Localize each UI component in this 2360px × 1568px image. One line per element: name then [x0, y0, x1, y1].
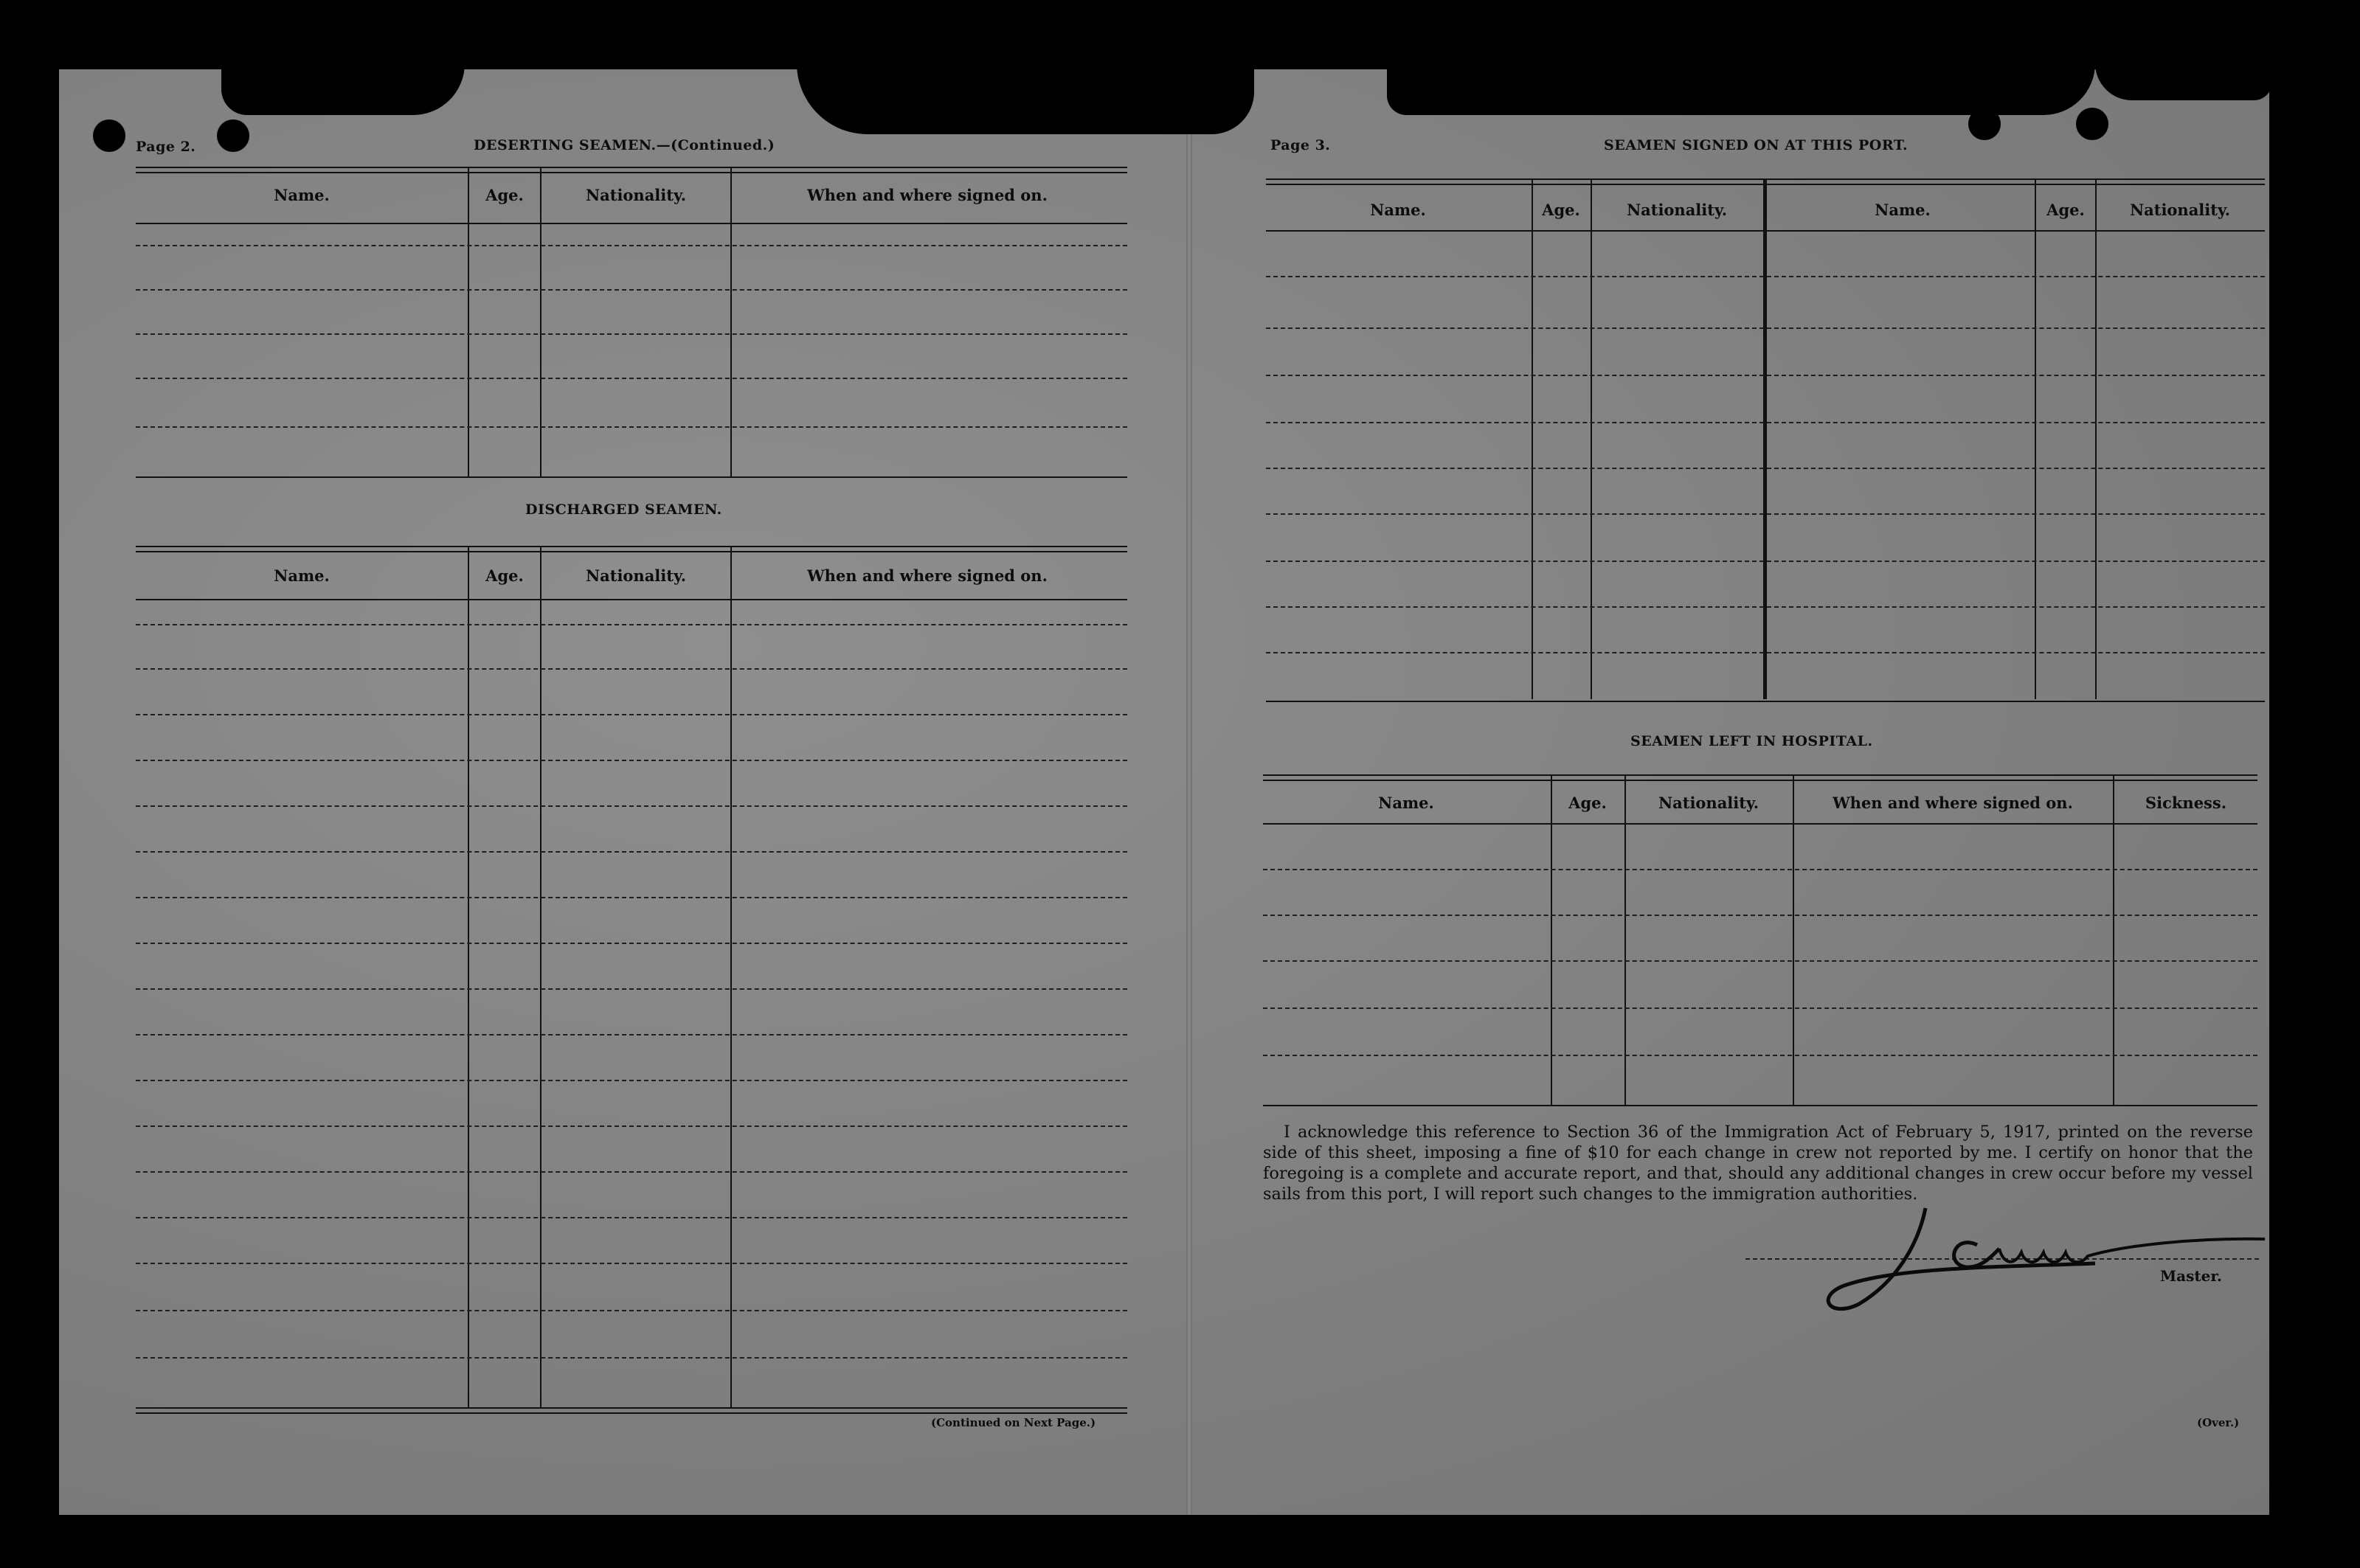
torn-edge-middle [797, 63, 1254, 134]
col-header-name: Name. [274, 566, 330, 585]
col-header-sickness: Sickness. [2145, 794, 2227, 812]
signature-role: Master. [2160, 1267, 2222, 1285]
col-divider [540, 546, 541, 1409]
col-header-age: Age. [2046, 201, 2085, 219]
col-header-nationality: Nationality. [585, 566, 687, 585]
entry-line [1266, 422, 2265, 423]
col-header-nationality: Nationality. [1626, 201, 1728, 219]
col-divider [468, 546, 469, 1409]
entry-line [136, 1034, 1127, 1035]
torn-edge-right [1387, 63, 2095, 115]
col-header-age: Age. [485, 566, 524, 585]
entry-line [1263, 869, 2257, 870]
col-header-name: Name. [1370, 201, 1426, 219]
signed-on-section-title: SEAMEN SIGNED ON AT THIS PORT. [1604, 137, 1909, 153]
right-page-footer: (Over.) [2197, 1416, 2240, 1429]
entry-line [1266, 327, 2265, 329]
master-signature [1815, 1193, 2272, 1319]
right-page-label: Page 3. [1270, 137, 1331, 153]
entry-line [1263, 915, 2257, 916]
col-divider [468, 167, 469, 478]
entry-line [136, 760, 1127, 761]
entry-line [136, 1080, 1127, 1081]
entry-line [1266, 375, 2265, 376]
entry-line [1266, 276, 2265, 277]
col-divider [1591, 178, 1592, 699]
torn-edge-far-right [2095, 63, 2272, 100]
entry-line [136, 897, 1127, 898]
hospital-section-title: SEAMEN LEFT IN HOSPITAL. [1630, 733, 1873, 749]
entry-line [1266, 513, 2265, 515]
header-bottom-rule [136, 599, 1127, 600]
col-header-name: Name. [274, 186, 330, 204]
col-header-nationality: Nationality. [1658, 794, 1759, 812]
punch-hole [93, 119, 125, 152]
left-page-footer: (Continued on Next Page.) [931, 1416, 1096, 1429]
entry-line [136, 988, 1127, 990]
entry-line [136, 624, 1127, 625]
table-top-rule [136, 167, 1127, 173]
entry-line [1266, 652, 2265, 653]
left-page-label: Page 2. [136, 139, 196, 155]
col-header-nationality: Nationality. [2129, 201, 2231, 219]
col-header-name: Name. [1378, 794, 1434, 812]
entry-line [1266, 606, 2265, 608]
deserting-section-title: DESERTING SEAMEN.—(Continued.) [474, 137, 775, 153]
entry-line [1263, 1007, 2257, 1009]
header-bottom-rule [136, 223, 1127, 224]
entry-line [136, 851, 1127, 853]
discharged-section-title: DISCHARGED SEAMEN. [525, 502, 722, 518]
col-header-name: Name. [1875, 201, 1931, 219]
entry-line [136, 668, 1127, 670]
col-divider [540, 167, 541, 478]
col-header-signed-on: When and where signed on. [1833, 794, 2073, 812]
entry-line [136, 289, 1127, 291]
col-divider [730, 167, 732, 478]
punch-hole [217, 119, 249, 152]
entry-line [136, 426, 1127, 428]
table-bottom-rule [1263, 1105, 2257, 1106]
col-header-signed-on: When and where signed on. [807, 186, 1048, 204]
entry-line [136, 1171, 1127, 1173]
col-divider [2035, 178, 2036, 699]
col-divider [2095, 178, 2097, 699]
col-header-age: Age. [1568, 794, 1607, 812]
col-header-age: Age. [1542, 201, 1580, 219]
entry-line [136, 714, 1127, 715]
entry-line [136, 943, 1127, 944]
col-header-age: Age. [485, 186, 524, 204]
torn-edge-left [221, 63, 465, 115]
entry-line [136, 1125, 1127, 1127]
col-header-signed-on: When and where signed on. [807, 566, 1048, 585]
entry-line [136, 333, 1127, 335]
entry-line [136, 1263, 1127, 1264]
punch-hole [2076, 108, 2108, 140]
punch-hole [1968, 108, 2001, 140]
col-header-nationality: Nationality. [585, 186, 687, 204]
entry-line [136, 1357, 1127, 1359]
entry-line [136, 805, 1127, 807]
entry-line [136, 1310, 1127, 1311]
entry-line [1266, 561, 2265, 562]
col-divider-heavy [1763, 178, 1767, 699]
table-bottom-rule [1266, 701, 2265, 702]
certification-statement: I acknowledge this reference to Section 36 of the Immigration Act of February 5, 1917, printed on the reverse side of this sheet, imposing a fine of $10 for each change in crew not reported by me. I certify on honor that the foregoing is a complete and accurate report, and that, should any additional changes in crew occur before my vessel sails from this port, I will report such changes to the immigration authorities. [1263, 1123, 2253, 1204]
table-top-rule [136, 546, 1127, 552]
table-bottom-rule [136, 476, 1127, 478]
entry-line [136, 378, 1127, 379]
entry-line [136, 245, 1127, 246]
entry-line [1266, 468, 2265, 469]
col-divider [730, 546, 732, 1409]
col-divider [1532, 178, 1533, 699]
header-bottom-rule [1263, 823, 2257, 825]
entry-line [1263, 1055, 2257, 1056]
table-top-rule [1263, 774, 2257, 781]
entry-line [136, 1217, 1127, 1218]
table-bottom-rule [136, 1407, 1127, 1414]
entry-line [1263, 960, 2257, 962]
